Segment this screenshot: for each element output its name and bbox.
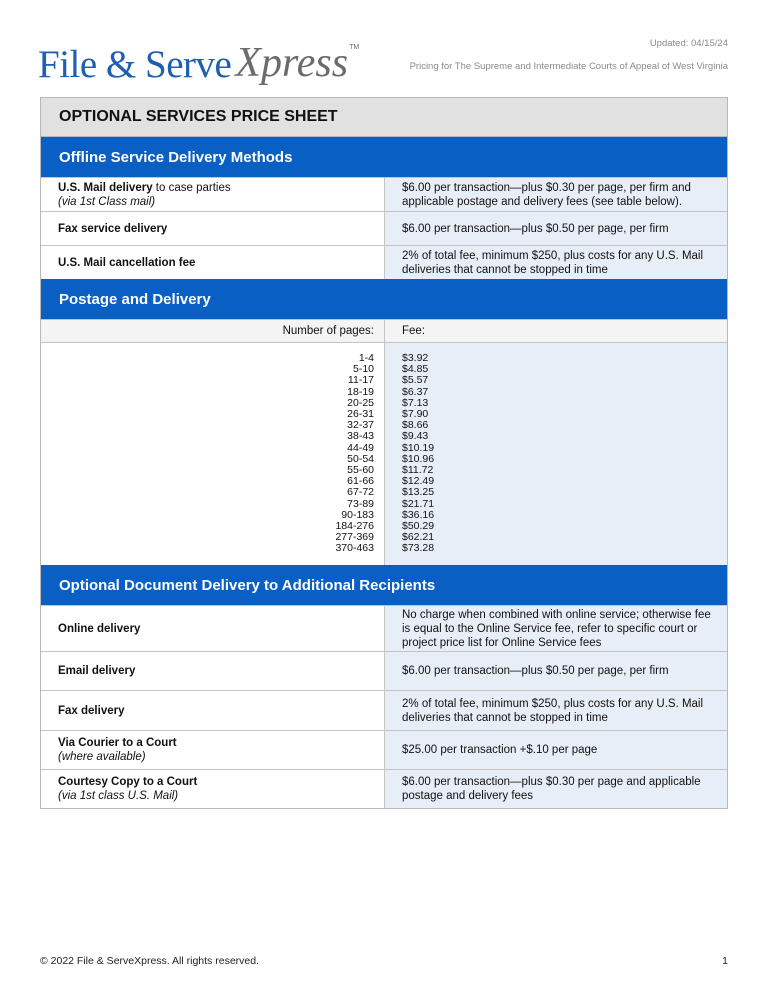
row-label: Email delivery: [58, 665, 136, 677]
postage-table: [41, 342, 727, 565]
row-fee: $6.00 per transaction—plus $0.50 per page, per firm: [385, 212, 727, 245]
document-subtitle: Pricing for The Supreme and Intermediate Courts of Appeal of West Virginia: [409, 61, 728, 72]
row-fee: $6.00 per transaction—plus $0.30 per page and applicable postage and delivery fees: [385, 770, 727, 808]
row-label-cell: [41, 770, 385, 808]
fee-column-header: Fee:: [402, 325, 426, 337]
price-sheet: [40, 97, 728, 809]
copyright-notice: © 2022 File & ServeXpress. All rights reserved.: [40, 955, 259, 967]
section-heading-offline: Offline Service Delivery Methods: [41, 137, 727, 177]
logo-accent-text: Xpress: [235, 40, 349, 86]
row-label: Online delivery: [58, 622, 141, 635]
row-label: Fax delivery: [58, 704, 125, 717]
row-label-cell: [41, 731, 385, 769]
page-ranges: 1-4 5-10 11-17 18-19 20-25 26-31 32-37 38-43 44-49 50-54 55-60 61-66 67-72 73-89 90-183 184-276 277-369 370-463: [41, 343, 385, 565]
file-serve-xpress-logo: [38, 34, 359, 84]
row-label-suffix: to case parties: [152, 181, 231, 194]
row-note: (where available): [58, 751, 146, 763]
row-fee: $6.00 per transaction—plus $0.30 per page, per firm and applicable postage and delivery fees (see table below).: [385, 178, 727, 211]
row-label: Courtesy Copy to a Court: [58, 776, 198, 788]
row-label: U.S. Mail delivery: [58, 181, 153, 194]
postage-fees: $3.92 $4.85 $5.57 $6.37 $7.13 $7.90 $8.66 $9.43 $10.19 $10.96 $11.72 $12.49 $13.25 $21.71 $36.16 $50.29 $62.21 $73.28: [385, 343, 727, 565]
row-label: U.S. Mail cancellation fee: [58, 256, 196, 269]
table-row: [41, 769, 727, 808]
row-note: (via 1st class U.S. Mail): [58, 790, 179, 802]
table-row: [41, 177, 727, 211]
row-label-cell: [41, 212, 385, 245]
page-number: 1: [722, 955, 728, 967]
row-note: (via 1st Class mail): [58, 195, 156, 208]
section-heading-postage: Postage and Delivery: [41, 279, 727, 319]
row-label: Fax service delivery: [58, 222, 168, 235]
row-label-cell: [41, 178, 385, 211]
sheet-title: OPTIONAL SERVICES PRICE SHEET: [41, 98, 727, 137]
row-fee: $6.00 per transaction—plus $0.50 per page, per firm: [385, 652, 727, 690]
row-fee: 2% of total fee, minimum $250, plus costs for any U.S. Mail deliveries that cannot be stopped in time: [385, 691, 727, 730]
table-row: [41, 730, 727, 769]
row-label-cell: [41, 652, 385, 690]
row-label: Via Courier to a Court: [58, 737, 177, 749]
pages-column-header: Number of pages:: [41, 320, 385, 342]
logo-trademark: TM: [349, 44, 360, 51]
row-fee: 2% of total fee, minimum $250, plus costs for any U.S. Mail deliveries that cannot be stopped in time: [385, 246, 727, 279]
row-label-cell: [41, 606, 385, 651]
section-heading-optional: Optional Document Delivery to Additional Recipients: [41, 565, 727, 605]
row-fee: $25.00 per transaction +$.10 per page: [385, 731, 727, 769]
logo-main-text: File & Serve: [38, 43, 232, 86]
row-fee: No charge when combined with online service; otherwise fee is equal to the Online Service fee, refer to specific court or project price list for Online Service fees: [385, 606, 727, 651]
table-row: [41, 605, 727, 651]
table-row: [41, 690, 727, 730]
postage-column-headers: [41, 319, 727, 342]
table-row: [41, 245, 727, 279]
row-label-cell: [41, 691, 385, 730]
table-row: [41, 651, 727, 690]
table-row: [41, 211, 727, 245]
updated-date: Updated: 04/15/24: [649, 38, 728, 49]
row-label-cell: [41, 246, 385, 279]
